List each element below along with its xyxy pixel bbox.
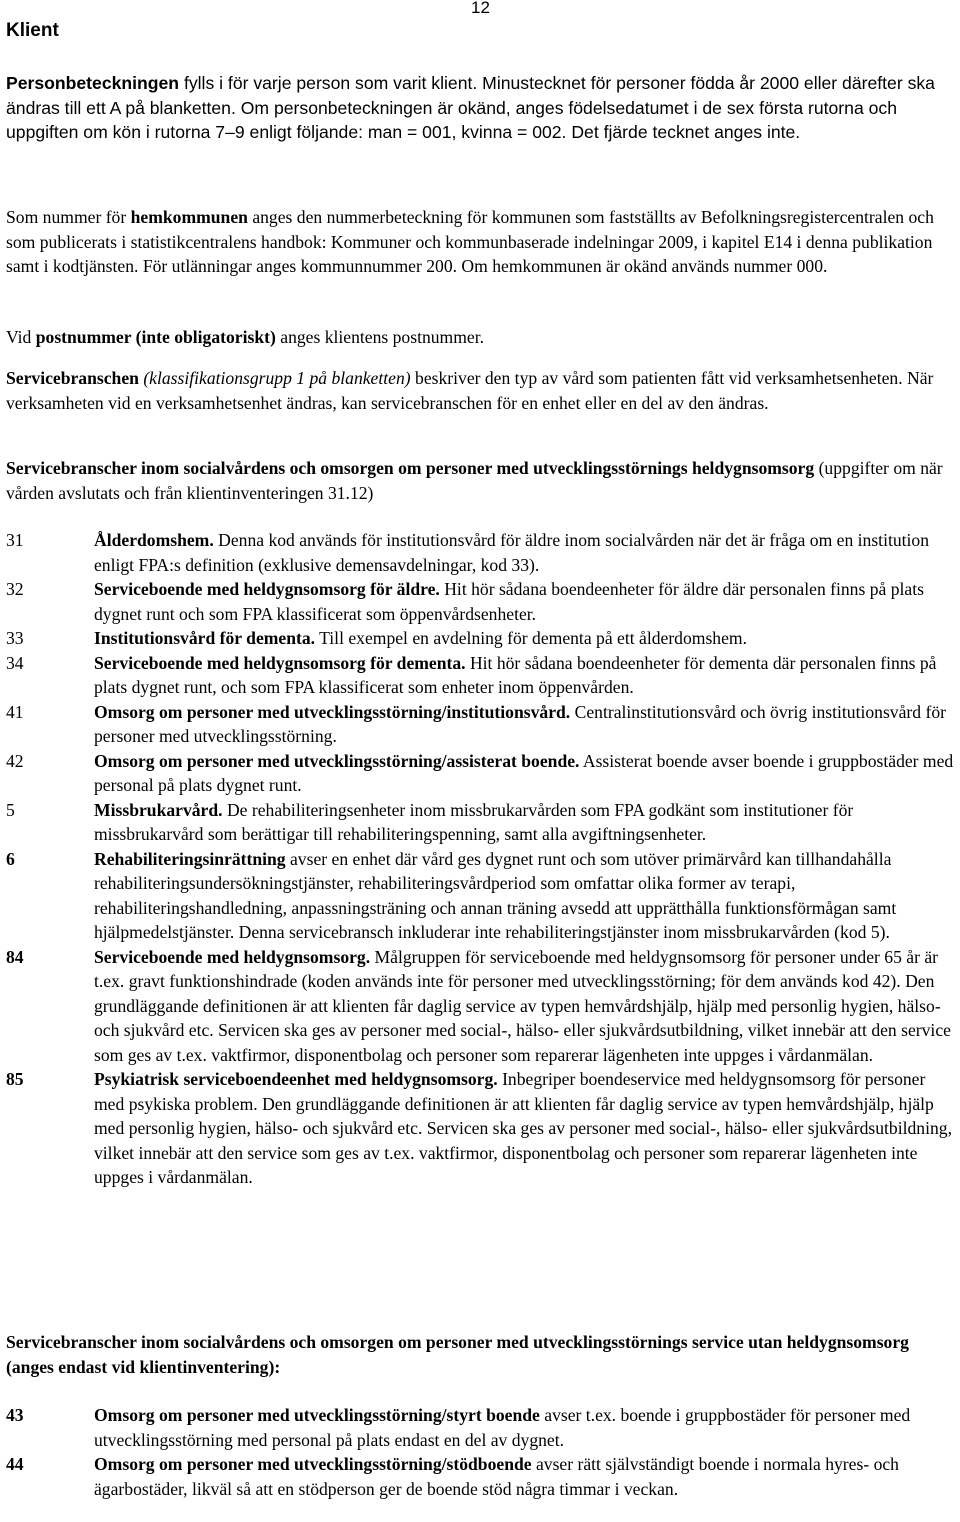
list-item [6,749,958,798]
paragraph-text: anges klientens postnummer. [275,327,485,347]
list-item [6,1067,958,1190]
code-number: 34 [6,652,24,673]
code-description: avser t.ex. boende i gruppbostäder för personer med utvecklingsstörning med personal på plats endast en del av dygnet. [94,1405,911,1450]
code-list-utan-heldygnsomsorg [6,1403,958,1501]
code-number: 84 [6,946,24,967]
paragraph-text: fylls i för varje person som varit klient. Minustecknet för personer födda år 2000 eller därefter ska ändras till ett A på blanketten. Om personbeteckningen är okänd, anges födelsedatumet i de sex första rutorna och uppgiften om kön i rutorna 7–9 enligt följande: man = 001, kvinna = 002. Det fjärde tecknet anges inte. [6,73,935,142]
list-item [6,1452,958,1501]
code-description: Hit hör sådana boendeenheter för dementa där personalen finns på plats dygnet runt, och som FPA klassificerat som enheter inom öppenvården. [94,652,937,697]
list-item [6,651,958,700]
paragraph-servicebranschen [6,366,956,415]
code-description: De rehabiliteringsenheter inom missbrukarvården som FPA godkänt som institutioner för missbrukarvård som berättigar till rehabiliteringspenning, samt alla avgiftningsenheter. [94,799,854,844]
paragraph-text: anges den nummerbeteckning för kommunen som fastställts av Befolkningsregistercentralen och som publicerats i statistikcentralens handbok: Kommuner och kommunbaserade indelningar 2009, i kapitel E14 i denna publikation samt i kodtjänsten. För utlänningar anges kommunnummer 200. Om hemkommunen är okänd används nummer 000. [6,207,934,276]
subheading-bold: Servicebranscher inom socialvårdens och omsorgen om personer med utvecklingsstörnings service utan heldygnsomsorg (anges endast vid klientinventering): [6,1332,909,1377]
code-title: Omsorg om personer med utvecklingsstörning/institutionsvård. [94,701,571,722]
code-number: 31 [6,530,24,550]
code-title: Omsorg om personer med utvecklingsstörning/stödboende [94,1454,532,1474]
paragraph-lead: Som nummer för [6,207,131,227]
list-item [6,798,958,847]
subheading-heldygnsomsorg [6,456,956,505]
list-item [6,700,958,749]
code-number: 44 [6,1454,24,1474]
code-title: Rehabiliteringsinrättning [94,848,286,869]
code-description: Inbegriper boendeservice med heldygnsomsorg för personer med psykiska problem. Den grundläggande definitionen är att klienten får daglig service av typen hemvårdshjälp, hjälp med personlig hygien, hälso- och sjukvård etc. Servicen ska ges av personer med social-, hälso- eller sjukvårdsutbildning, vilket innebär att den service som ges av t.ex. vaktfirmor, disponentbolag och personer som reparerar lägenheten inte uppges i vårdanmälan. [94,1069,952,1187]
paragraph-personbeteckning [6,71,956,145]
code-title: Omsorg om personer med utvecklingsstörning/assisterat boende. [94,750,580,771]
code-number: 5 [6,799,15,820]
code-description: Assisterat boende avser boende i gruppbostäder med personal på plats dygnet runt. [94,750,954,795]
list-item [6,1403,958,1452]
code-title: Omsorg om personer med utvecklingsstörning/styrt boende [94,1405,540,1425]
list-item [6,847,958,945]
code-title: Serviceboende med heldygnsomsorg för dementa. [94,652,466,673]
subheading-utan-heldygnsomsorg [6,1330,956,1379]
code-description: Till exempel en avdelning för dementa på ett ålderdomshem. [315,628,747,648]
code-description: Hit hör sådana boendeenheter för äldre där personalen finns på plats dygnet runt och som FPA klassificerat som öppenvårdsenheter. [94,579,924,624]
paragraph-italic-note: (klassifikationsgrupp 1 på blanketten) [138,368,411,388]
page-number: 12 [471,0,490,17]
code-title: Institutionsvård för dementa. [94,628,316,648]
code-title: Ålderdomshem. [94,530,214,550]
code-description: avser rätt självständigt boende i normala hyres- och ägarbostäder, likväl så att en stödperson ger de boende stöd några timmar i veckan. [94,1454,899,1499]
code-title: Serviceboende med heldygnsomsorg för äldre. [94,579,440,599]
list-item [6,528,958,577]
code-description: Denna kod används för institutionsvård för äldre inom socialvården när det är fråga om en institution enligt FPA:s definition (exklusive demensavdelningar, kod 33). [94,530,930,575]
subheading-text: (uppgifter om när vården avslutats och från klientinventeringen 31.12) [6,458,943,503]
term-servicebranschen: Servicebranschen [6,368,139,388]
code-number: 85 [6,1069,24,1089]
paragraph-postnummer [6,325,956,350]
code-title: Psykiatrisk serviceboendeenhet med heldygnsomsorg. [94,1069,498,1089]
code-title: Serviceboende med heldygnsomsorg. [94,946,371,967]
paragraph-hemkommun [6,205,956,279]
code-description: Centralinstitutionsvård och övrig institutionsvård för personer med utvecklingsstörning. [94,701,946,746]
code-number: 33 [6,628,24,648]
list-item [6,945,958,1068]
subheading-bold: Servicebranscher inom socialvårdens och omsorgen om personer med utvecklingsstörnings heldygnsomsorg [6,458,815,478]
list-item [6,577,958,626]
section-title: Klient [6,20,59,41]
term-postnummer: postnummer (inte obligatoriskt) [35,327,276,347]
code-list-heldygnsomsorg [6,528,958,1190]
code-number: 6 [6,848,15,869]
code-number: 42 [6,750,24,771]
code-description: avser en enhet där vård ges dygnet runt och som utöver primärvård kan tillhandahålla rehabiliteringsundersökningstjänster, rehabiliteringsvårdperiod som omfattar olika former av terapi, rehabiliteringshandledning, anpassningsträning och annan träning avsedd att upprätthålla funktionsförmågan samt hjälpmedelstjänster. Denna servicebransch inkluderar inte rehabiliteringstjänster inom missbrukarvården (kod 5). [94,848,897,942]
term-personbeteckningen: Personbeteckningen [6,73,180,93]
term-hemkommunen: hemkommunen [130,207,248,227]
paragraph-text: beskriver den typ av vård som patienten fått vid verksamhetsenheten. När verksamheten vid en verksamhetsenhet ändras, kan servicebranschen för en enhet eller en del av den ändras. [6,368,934,413]
code-description: Målgruppen för serviceboende med heldygnsomsorg för personer under 65 år är t.ex. gravt funktionshindrade (koden används inte för personer med utvecklingsstörning; för dem används kod 42). Den grundläggande definitionen är att klienten får daglig service av typen hemvårdshjälp, hjälp med personlig hygien, hälso- och sjukvård etc. Servicen ska ges av personer med social-, hälso- eller sjukvårdsutbildning, vilket innebär att den service som ges av t.ex. vaktfirmor, disponentbolag och personer som reparerar lägenheten inte uppges i vårdanmälan. [94,946,951,1065]
code-number: 41 [6,701,24,722]
list-item [6,626,958,651]
code-number: 43 [6,1405,24,1425]
paragraph-lead: Vid [6,327,36,347]
code-title: Missbrukarvård. [94,799,223,820]
code-number: 32 [6,579,24,599]
